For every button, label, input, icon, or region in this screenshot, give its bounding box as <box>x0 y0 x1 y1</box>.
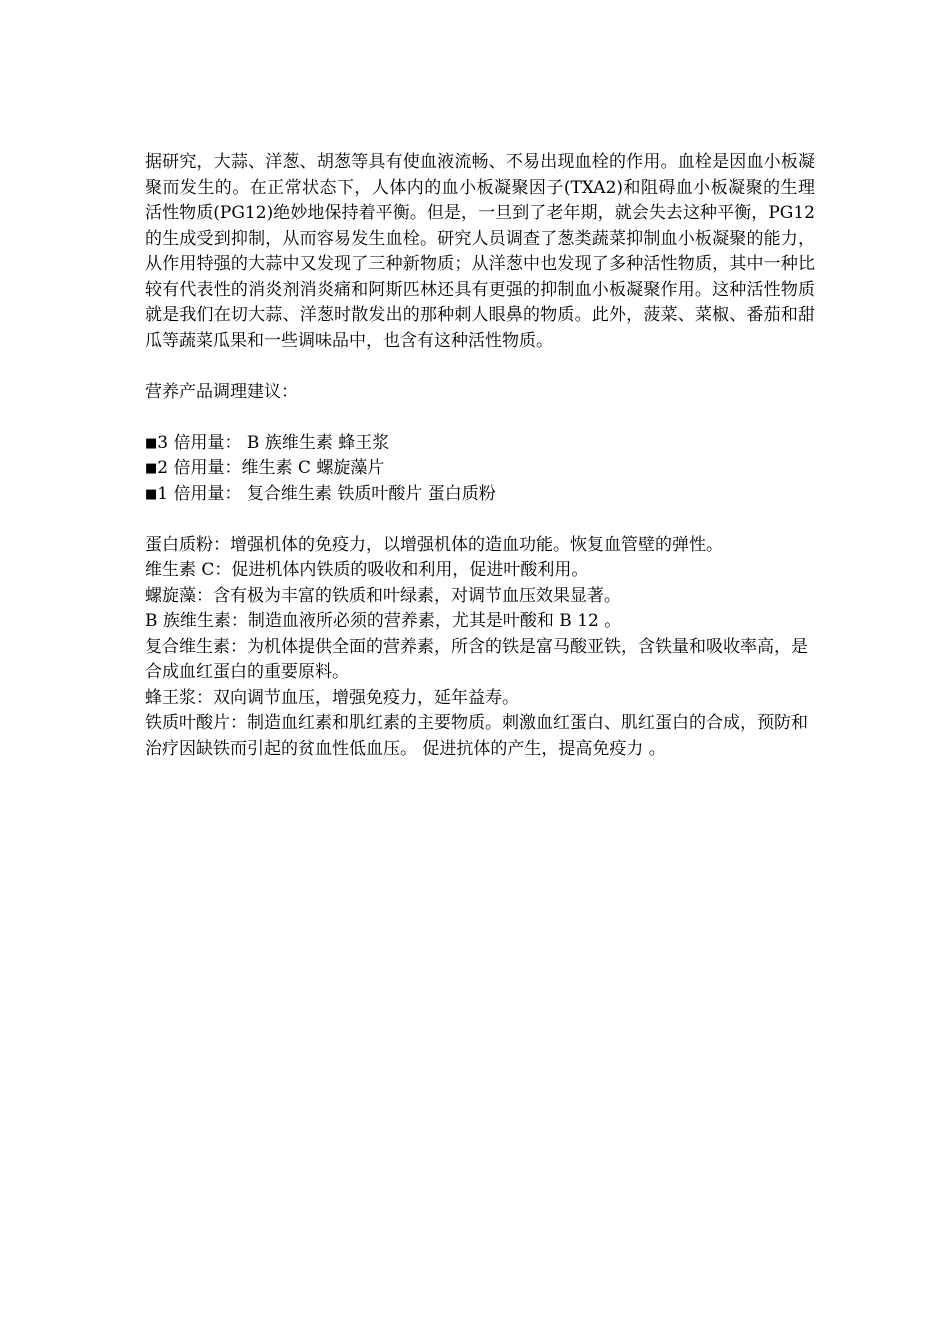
description-iron-folic-acid: 铁质叶酸片：制造血红素和肌红素的主要物质。刺激血红蛋白、肌红蛋白的合成，预防和治疗因缺铁而引起的贫血性低血压。 促进抗体的产生，提高免疫力 。 <box>145 713 808 759</box>
product-descriptions <box>145 533 815 763</box>
dosage-item-2x <box>145 456 815 482</box>
dosage-item-1x <box>145 482 815 508</box>
square-bullet-icon: ■ <box>145 486 158 502</box>
dosage-tier: 3 倍用量： <box>157 432 242 453</box>
description-vitamin-b: B 族维生素：制造血液所必须的营养素，尤其是叶酸和 B 12 。 <box>145 611 622 631</box>
document-page <box>145 150 815 762</box>
intro-paragraph: 据研究，大蒜、洋葱、胡葱等具有使血液流畅、不易出现血栓的作用。血栓是因血小板凝聚而发生的。在正常状态下，人体内的血小板凝聚因子(TXA2)和阻碍血小板凝聚的生理活性物质(PG12)绝妙地保持着平衡。但是，一旦到了老年期，就会失去这种平衡，PG12 的生成受到抑制，从而容易发生血栓。研究人员调查了葱类蔬菜抑制血小板凝聚的能力，从作用特强的大蒜中又发现了三种新物质；从洋葱中也发现了多种活性物质，其中一种比较有代表性的消炎剂消炎痛和阿斯匹林还具有更强的抑制血小板凝聚作用。这种活性物质就是我们在切大蒜、洋葱时散发出的那种刺人眼鼻的物质。此外，菠菜、菜椒、番茄和甜瓜等蔬菜瓜果和一些调味品中，也含有这种活性物质。 <box>145 152 815 351</box>
paragraph-spacer <box>145 354 815 380</box>
description-royal-jelly: 蜂王浆：双向调节血压，增强免疫力，延年益寿。 <box>145 687 519 708</box>
paragraph-spacer <box>145 405 815 431</box>
dosage-products: 复合维生素 铁质叶酸片 蛋白质粉 <box>241 483 496 504</box>
description-spirulina: 螺旋藻：含有极为丰富的铁质和叶绿素，对调节血压效果显著。 <box>145 585 621 606</box>
dosage-tier: 1 倍用量： <box>157 483 242 504</box>
dosage-list <box>145 431 815 508</box>
description-multivitamin: 复合维生素：为机体提供全面的营养素，所含的铁是富马酸亚铁，含铁量和吸收率高，是合成血红蛋白的重要原料。 <box>145 636 808 682</box>
square-bullet-icon: ■ <box>145 435 158 451</box>
advice-heading: 营养产品调理建议： <box>145 381 298 402</box>
square-bullet-icon: ■ <box>145 461 158 476</box>
dosage-item-3x <box>145 431 815 457</box>
description-vitamin-c: 维生素 C：促进机体内铁质的吸收和利用，促进叶酸利用。 <box>145 560 589 580</box>
description-protein-powder: 蛋白质粉：增强机体的免疫力，以增强机体的造血功能。恢复血管壁的弹性。 <box>145 534 723 555</box>
dosage-products: B 族维生素 蜂王浆 <box>241 432 390 453</box>
dosage-tier: 2 倍用量： <box>157 458 242 478</box>
paragraph-spacer <box>145 507 815 533</box>
dosage-products: 维生素 C 螺旋藻片 <box>241 458 385 478</box>
